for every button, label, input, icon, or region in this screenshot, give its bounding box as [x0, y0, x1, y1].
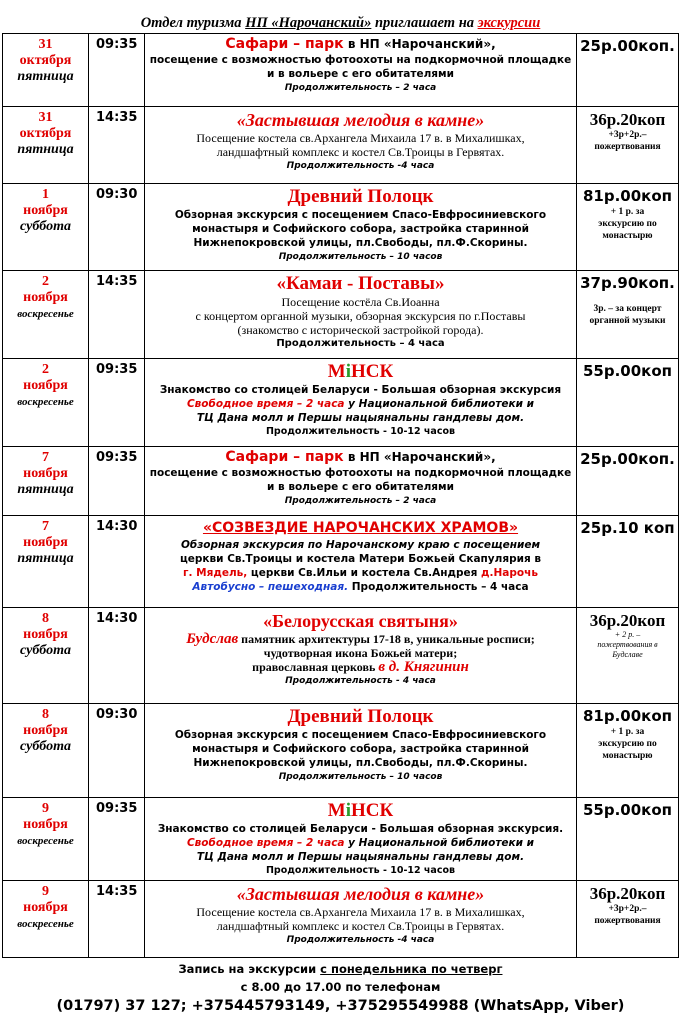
header-park: НП «Нарочанский»: [245, 15, 372, 31]
description-cell: МіНСК Знакомство со столицей Беларуси - Большая обзорная экскурсия Свободное время – 2 часа у Национальной библиотеки и ТЦ Дана молл и Першы нацыянальны гандлевы дом. Продолжительность - 10-12 часов: [145, 359, 577, 447]
table-row: [3, 447, 679, 516]
header-part: Отдел туризма: [140, 15, 246, 31]
price-cell: 36р.20коп +3р+2р.– пожертвования: [577, 881, 679, 958]
date-cell: 1 ноября суббота: [3, 184, 89, 271]
table-row: [3, 359, 679, 447]
price-cell: 25р.10 коп: [577, 516, 679, 608]
price-cell: 81р.00коп + 1 р. за экскурсию по монастырю: [577, 184, 679, 271]
excursion-table: [2, 33, 679, 958]
page-header: [0, 14, 681, 32]
description-cell: Древний Полоцк Обзорная экскурсия с посещением Спасо-Евфросиниевского монастыря и Софийского собора, застройка старинной Нижнепокровской улицы, пл.Свободы, пл.Ф.Скорины. Продолжительность – 10 часов: [145, 704, 577, 798]
description-cell: Древний Полоцк Обзорная экскурсия с посещением Спасо-Евфросиниевского монастыря и Софийского собора, застройка старинной Нижнепокровской улицы, пл.Свободы, пл.Ф.Скорины. Продолжительность – 10 часов: [145, 184, 577, 271]
date-cell: 7 ноября пятница: [3, 447, 89, 516]
phone-numbers: (01797) 37 127; +375445793149, +375295549988 (WhatsApp, Viber): [56, 998, 625, 1014]
table-row: [3, 184, 679, 271]
price-cell: 36р.20коп + 2 р. – пожертвования в Будславе: [577, 608, 679, 704]
header-part: приглашает на: [371, 15, 478, 31]
date-cell: 9 ноября воскресенье: [3, 881, 89, 958]
price-cell: 37р.90коп. 3р. – за концерт органной музыки: [577, 271, 679, 359]
time-cell: 09:30: [89, 184, 145, 271]
time-cell: 14:30: [89, 516, 145, 608]
description-cell: Сафари – парк в НП «Нарочанский», посещение с возможностью фотоохоты на подкормочной площадке и в вольере с его обитателями Продолжительность – 2 часа: [145, 34, 577, 107]
description-cell: «СОЗВЕЗДИЕ НАРОЧАНСКИХ ХРАМОВ» Обзорная экскурсия по Нарочанскому краю с посещением церкви Св.Троицы и костела Матери Божьей Скапулярия в г. Мядель, церкви Св.Ильи и костела Св.Андрея д.Нарочь Автобусно – пешеходная. Продолжительность – 4 часа: [145, 516, 577, 608]
time-cell: 14:35: [89, 881, 145, 958]
price-cell: 36р.20коп +3р+2р.– пожертвования: [577, 107, 679, 184]
description-cell: «Застывшая мелодия в камне» Посещение костела св.Архангела Михаила 17 в. в Михалишках, ландшафтный комплекс и костел Св.Троицы в Гервятах. Продолжительность -4 часа: [145, 107, 577, 184]
time-cell: 09:35: [89, 34, 145, 107]
time-cell: 14:30: [89, 608, 145, 704]
description-cell: «Застывшая мелодия в камне» Посещение костела св.Архангела Михаила 17 в. в Михалишках, ландшафтный комплекс и костел Св.Троицы в Гервятах. Продолжительность -4 часа: [145, 881, 577, 958]
time-cell: 09:35: [89, 447, 145, 516]
description-cell: «Камаи - Поставы» Посещение костёла Св.Иоанна с концертом органной музыки, обзорная экскурсия по г.Поставы (знакомство с исторической застройкой города). Продолжительность – 4 часа: [145, 271, 577, 359]
table-row: [3, 516, 679, 608]
table-row: [3, 798, 679, 881]
time-cell: 14:35: [89, 271, 145, 359]
time-cell: 09:30: [89, 704, 145, 798]
table-row: [3, 608, 679, 704]
price-cell: 55р.00коп: [577, 359, 679, 447]
date-cell: 8 ноября суббота: [3, 704, 89, 798]
time-cell: 09:35: [89, 359, 145, 447]
price-cell: 81р.00коп + 1 р. за экскурсию по монастырю: [577, 704, 679, 798]
time-cell: 14:35: [89, 107, 145, 184]
description-cell: «Белорусская святыня» Будслав памятник архитектуры 17-18 в, уникальные росписи; чудотворная икона Божьей матери; православная церковь в д. Княгинин Продолжительность - 4 часа: [145, 608, 577, 704]
price-cell: 25р.00коп.: [577, 34, 679, 107]
table-row: [3, 107, 679, 184]
date-cell: 31 октября пятница: [3, 107, 89, 184]
price-cell: 25р.00коп.: [577, 447, 679, 516]
time-cell: 09:35: [89, 798, 145, 881]
price-cell: 55р.00коп: [577, 798, 679, 881]
date-cell: 2 ноября воскресенье: [3, 271, 89, 359]
booking-days: Запись на экскурсии с понедельника по четверг: [178, 962, 503, 976]
table-row: [3, 271, 679, 359]
date-cell: 7 ноября пятница: [3, 516, 89, 608]
header-excursions: экскурсии: [477, 15, 541, 31]
table-row: [3, 704, 679, 798]
table-row: [3, 34, 679, 107]
description-cell: Сафари – парк в НП «Нарочанский», посещение с возможностью фотоохоты на подкормочной площадке и в вольере с его обитателями Продолжительность – 2 часа: [145, 447, 577, 516]
description-cell: МіНСК Знакомство со столицей Беларуси - Большая обзорная экскурсия. Свободное время – 2 часа у Национальной библиотеки и ТЦ Дана молл и Першы нацыянальны гандлевы дом. Продолжительность - 10-12 часов: [145, 798, 577, 881]
booking-hours: с 8.00 до 17.00 по телефонам: [240, 980, 441, 994]
date-cell: 8 ноября суббота: [3, 608, 89, 704]
date-cell: 2 ноября воскресенье: [3, 359, 89, 447]
date-cell: 31 октября пятница: [3, 34, 89, 107]
date-cell: 9 ноября воскресенье: [3, 798, 89, 881]
table-row: [3, 881, 679, 958]
